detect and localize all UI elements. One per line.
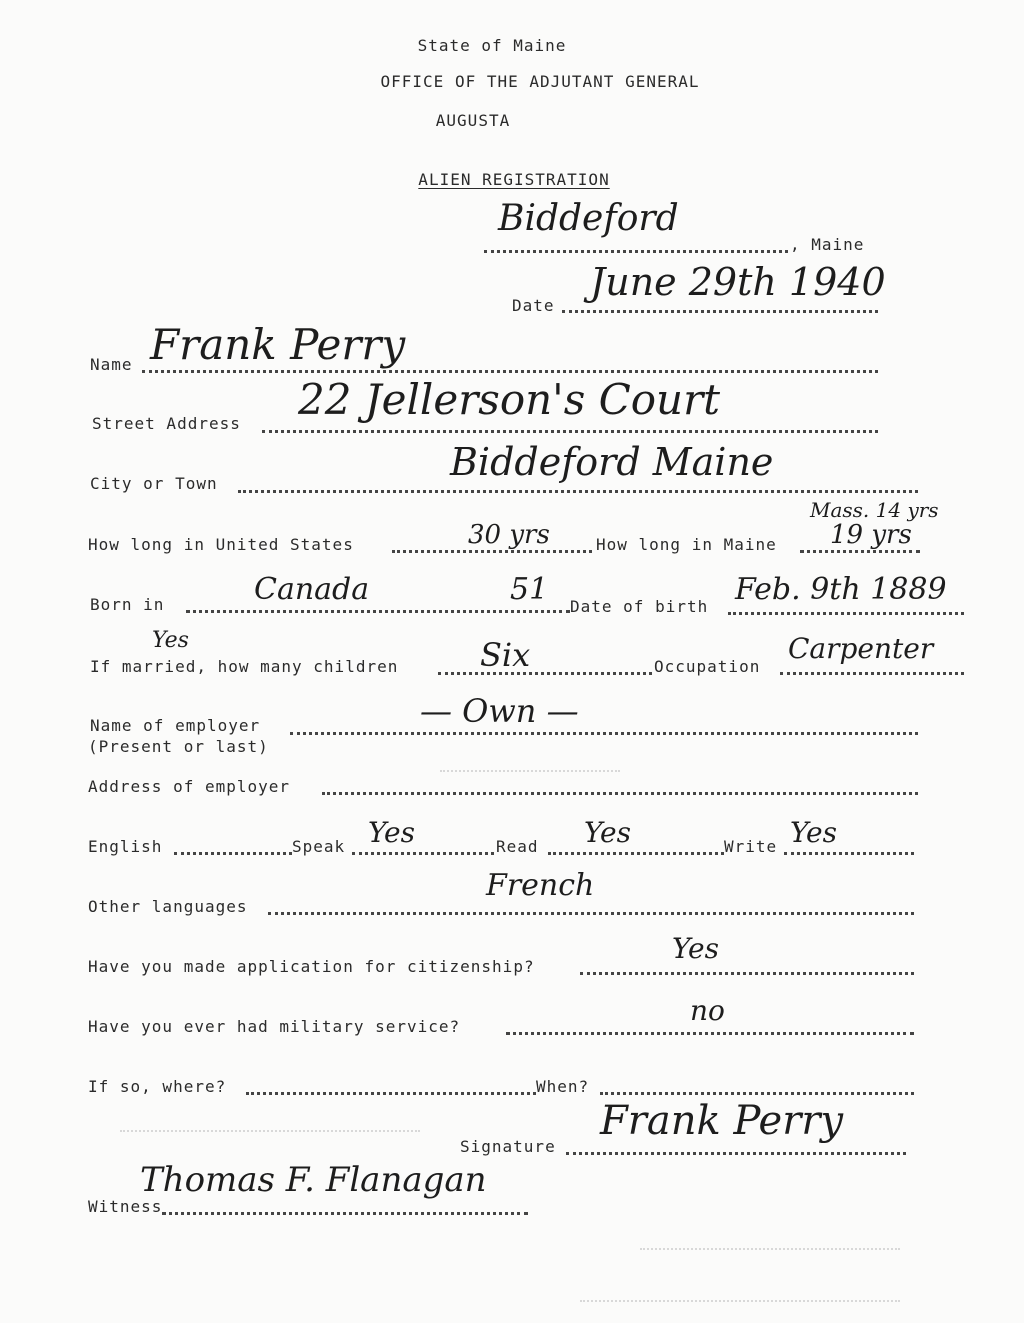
city-town-value: Biddeford Maine [450, 440, 774, 484]
signature-value: Frank Perry [600, 1098, 844, 1144]
where-line [246, 1092, 536, 1095]
in-maine-label: How long in Maine [596, 535, 777, 554]
date-label: Date [512, 296, 555, 315]
date-value: June 29th 1940 [590, 260, 886, 304]
born-line [186, 610, 570, 613]
other-lang-line [268, 912, 914, 915]
state-heading: State of Maine [417, 36, 567, 55]
employer-address-line [322, 792, 918, 795]
married-note: Yes [152, 628, 189, 653]
bleed-through-mark [120, 1130, 420, 1132]
in-us-value: 30 yrs [468, 520, 550, 550]
speak-value: Yes [368, 816, 415, 849]
other-lang-value: French [486, 868, 595, 903]
read-line [548, 852, 724, 855]
bleed-through-mark [440, 770, 620, 772]
signature-line [566, 1152, 906, 1155]
military-line [506, 1032, 914, 1035]
employer-sublabel: (Present or last) [88, 737, 269, 756]
married-label: If married, how many children [90, 657, 399, 676]
bleed-through-mark [640, 1248, 900, 1250]
date-line [562, 310, 878, 313]
military-label: Have you ever had military service? [88, 1017, 461, 1036]
where-label: If so, where? [88, 1077, 227, 1096]
office-heading: OFFICE OF THE ADJUTANT GENERAL [380, 72, 700, 91]
english-label: English [88, 837, 163, 856]
employer-value: — Own — [420, 692, 579, 730]
name-label: Name [90, 355, 133, 374]
write-value: Yes [790, 816, 837, 849]
in-maine-line [800, 550, 920, 553]
in-us-line [392, 550, 592, 553]
in-maine-value: 19 yrs [830, 520, 912, 550]
witness-label: Witness [88, 1197, 163, 1216]
age-value: 51 [510, 572, 549, 607]
form-title: ALIEN REGISTRATION [418, 170, 610, 189]
dob-value: Feb. 9th 1889 [735, 572, 947, 607]
signature-label: Signature [460, 1137, 556, 1156]
street-line [262, 430, 878, 433]
street-label: Street Address [92, 414, 241, 433]
when-line [600, 1092, 914, 1095]
dob-label: Date of birth [570, 597, 709, 616]
name-line [142, 370, 878, 373]
english-line [174, 852, 292, 855]
witness-value: Thomas F. Flanagan [140, 1160, 487, 1200]
read-value: Yes [584, 816, 631, 849]
city-town-label: City or Town [90, 474, 218, 493]
occupation-value: Carpenter [788, 632, 934, 665]
name-value: Frank Perry [150, 320, 406, 369]
employer-address-label: Address of employer [88, 777, 291, 796]
maine-note: Mass. 14 yrs [810, 498, 939, 522]
in-us-label: How long in United States [88, 535, 354, 554]
born-value: Canada [254, 572, 370, 607]
dob-line [728, 612, 964, 615]
write-line [784, 852, 914, 855]
citizenship-value: Yes [672, 932, 719, 965]
place-line [484, 250, 788, 253]
citizenship-line [580, 972, 914, 975]
place-suffix: , Maine [790, 235, 865, 254]
place-value: Biddeford [498, 198, 679, 239]
other-lang-label: Other languages [88, 897, 248, 916]
read-label: Read [496, 837, 539, 856]
city-town-line [238, 490, 918, 493]
write-label: Write [724, 837, 778, 856]
witness-line [162, 1212, 528, 1215]
city-heading: AUGUSTA [435, 111, 511, 130]
bleed-through-mark [580, 1300, 900, 1302]
children-value: Six [480, 636, 531, 674]
occupation-line [780, 672, 964, 675]
speak-line [352, 852, 494, 855]
employer-line [290, 732, 918, 735]
born-label: Born in [90, 595, 165, 614]
speak-label: Speak [292, 837, 346, 856]
children-line [438, 672, 652, 675]
employer-label: Name of employer [90, 716, 261, 735]
military-value: no [690, 994, 725, 1027]
when-label: When? [536, 1077, 590, 1096]
street-value: 22 Jellerson's Court [298, 375, 721, 424]
occupation-label: Occupation [654, 657, 761, 676]
citizenship-label: Have you made application for citizenship? [88, 957, 535, 976]
